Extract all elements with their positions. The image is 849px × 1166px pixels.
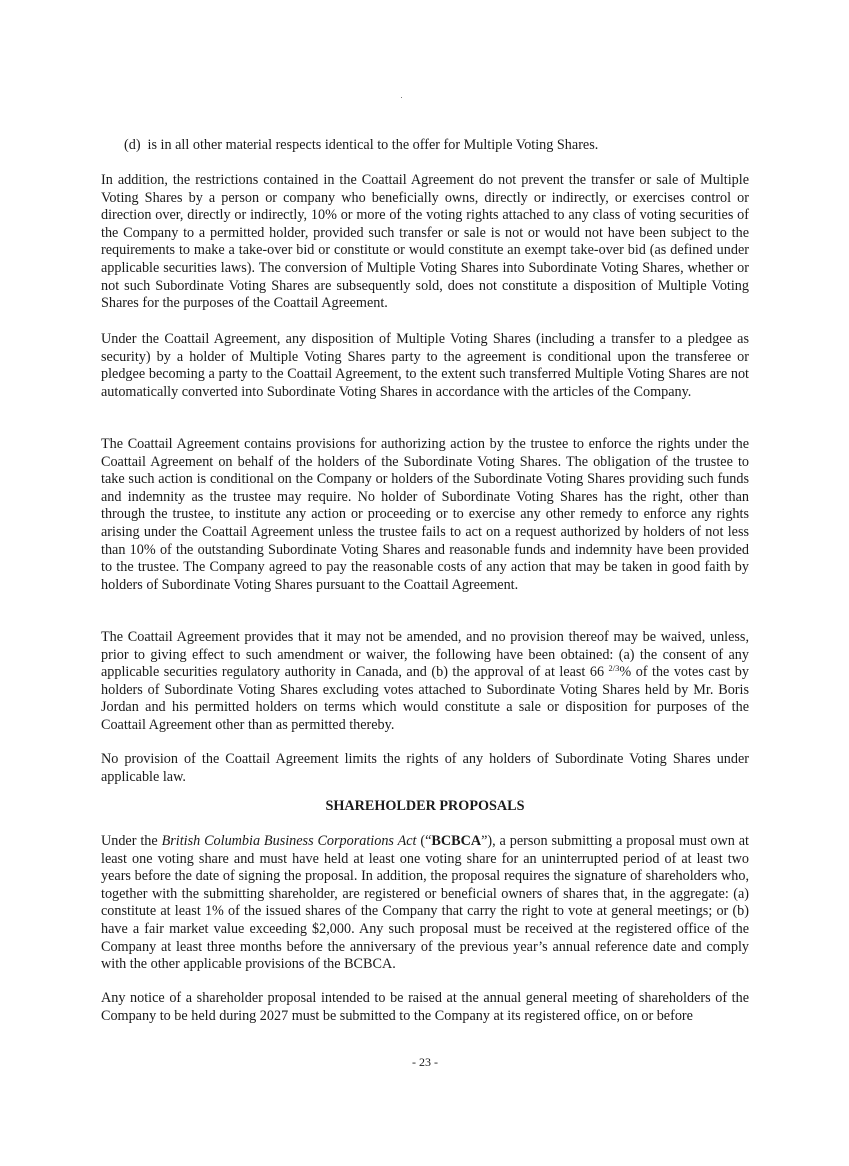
list-marker: (d) — [124, 137, 141, 153]
list-item-text: is in all other material respects identical to the offer for Multiple Voting Shares. — [147, 137, 599, 153]
bcbca-prefix: Under the — [101, 833, 162, 849]
section-heading: SHAREHOLDER PROPOSALS — [325, 798, 525, 814]
defined-term: BCBCA — [431, 833, 482, 849]
bcbca-body: a person submitting a proposal must own at least one voting share and must have held at least one voting share for an uninterrupted period of at least two years before the date of signing the proposal. In addition, the proposal requires the signature of shareholders who, together with the submitting shareholder, are registered or beneficial owners of shares that, in the aggregate: (a) constitute at least 1% of the issued shares of the Company that carry the right to vote at general meetings; or (b) have a fair market value exceeding $2,000. Any such proposal must be received at the registered office of the Company at least three months before the anniversary of the previous year’s annual reference date and comply with the other applicable provisions of the BCBCA. — [101, 833, 749, 973]
quote-open: (“ — [416, 833, 432, 849]
quote-close: ”), — [481, 833, 500, 849]
page-number: - 23 - — [412, 1055, 438, 1069]
paragraph-notice: Any notice of a shareholder proposal intended to be raised at the annual general meeting of shareholders of the Company to be held during 2027 must be submitted to the Company at its registered office, on or before — [101, 990, 749, 1024]
act-name: British Columbia Business Corporations Act — [161, 833, 417, 849]
amendment-text-end: % of the votes cast by holders of Subordinate Voting Shares excluding votes attached to Subordinate Voting Shares held by Mr. Boris Jordan and his permitted holders on terms which would constitute a sale or disposition for purposes of the Coattail Agreement other than as permitted thereby. — [101, 664, 749, 733]
fraction-superscript: 2/3 — [608, 663, 620, 674]
paragraph-trustee-action: The Coattail Agreement contains provisions for authorizing action by the trustee to enforce the rights under the Coattail Agreement on behalf of the holders of the Subordinate Voting Shares. The obligation of the trustee to take such action is conditional on the Company or holders of the Subordinate Voting Shares providing such funds and indemnity as the trustee may require. No holder of Subordinate Voting Shares has the right, other than through the trustee, to institute any action or proceeding or to exercise any other remedy to enforce any rights arising under the Coattail Agreement unless the trustee fails to act on a request authorized by holders of not less than 10% of the outstanding Subordinate Voting Shares and reasonable funds and indemnity have been provided to the trustee. The Company agreed to pay the reasonable costs of any action that may be taken in good faith by holders of Subordinate Voting Shares pursuant to the Coattail Agreement. — [101, 436, 749, 593]
amendment-text-start: The Coattail Agreement provides that it may not be amended, and no provision thereof may be waived, unless, prior to giving effect to such amendment or waiver, the following have been obtained: (a) the consent of any applicable securities regulatory authority in Canada, and (b) the approval of at least 66 — [101, 629, 749, 681]
paragraph-rights: No provision of the Coattail Agreement limits the rights of any holders of Subordinate Voting Shares under applicable law. — [101, 751, 749, 785]
list-item-d — [124, 137, 598, 155]
stray-mark — [401, 97, 402, 98]
paragraph-bcbca — [101, 833, 749, 974]
paragraph-disposition: Under the Coattail Agreement, any disposition of Multiple Voting Shares (including a transfer to a pledgee as security) by a holder of Multiple Voting Shares party to the agreement is conditional upon the transferee or pledgee becoming a party to the Coattail Agreement, to the extent such transferred Multiple Voting Shares are not automatically converted into Subordinate Voting Shares in accordance with the articles of the Company. — [101, 331, 749, 400]
paragraph-amendment — [101, 629, 749, 735]
paragraph-transfer-restrictions: In addition, the restrictions contained in the Coattail Agreement do not prevent the transfer or sale of Multiple Voting Shares by a person or company who beneficially owns, directly or indirectly, or exercises control or direction over, directly or indirectly, 10% or more of the voting rights attached to any class of voting securities of the Company to a permitted holder, provided such transfer or sale is not or would not have been subject to the requirements to make a take-over bid or constitute or would constitute an exempt take-over bid (as defined under applicable securities laws). The conversion of Multiple Voting Shares into Subordinate Voting Shares, whether or not such Subordinate Voting Shares are subsequently sold, does not constitute a disposition of Multiple Voting Shares for the purposes of the Coattail Agreement. — [101, 172, 749, 312]
